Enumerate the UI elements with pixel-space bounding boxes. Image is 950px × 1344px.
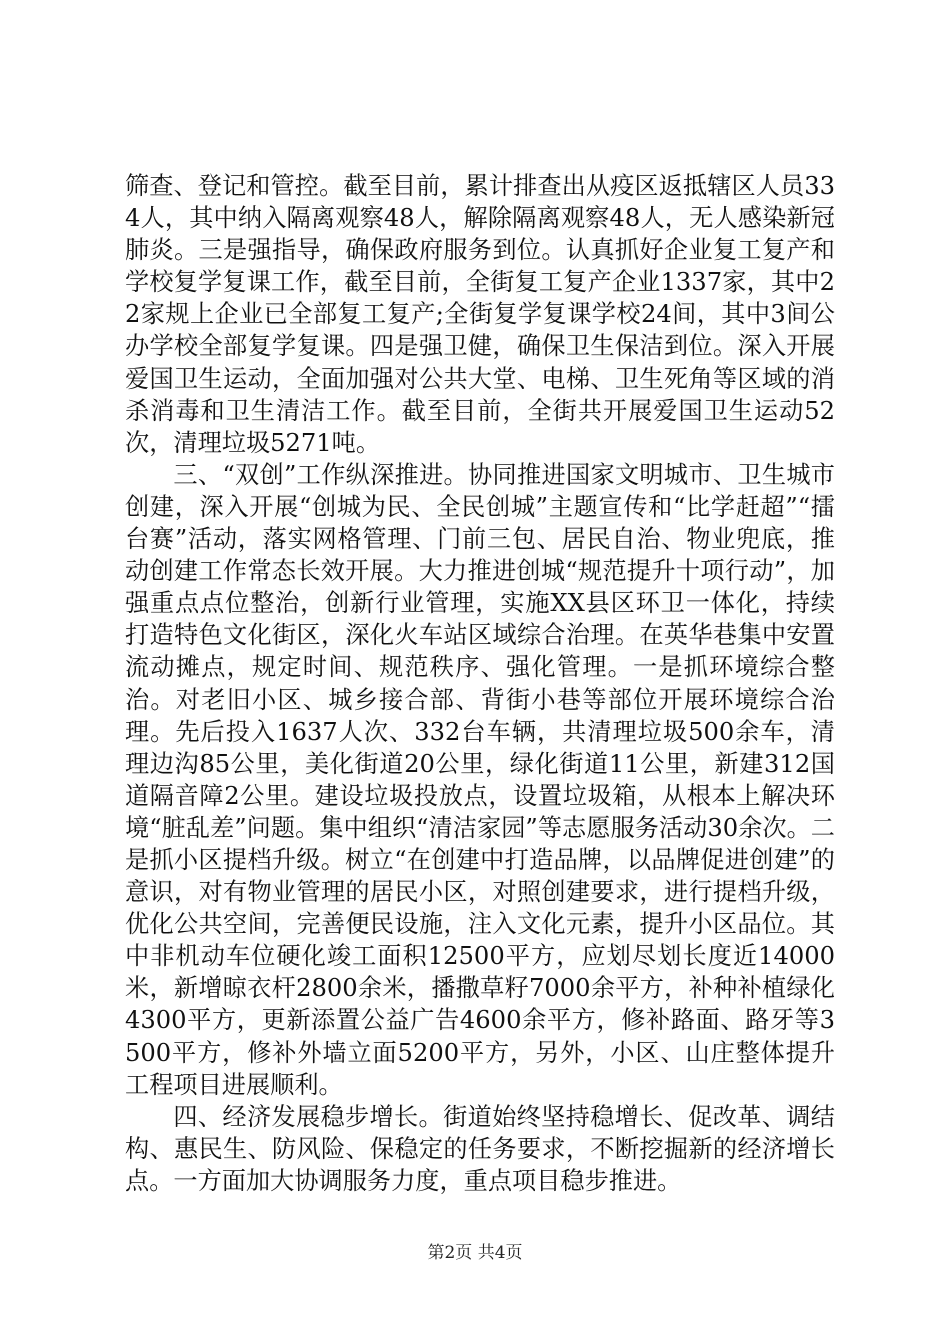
paragraph-2: 三、“双创”工作纵深推进。协同推进国家文明城市、卫生城市创建，深入开展“创城为民、全民创城”主题宣传和“比学赶超”“擂台赛”活动，落实网格管理、门前三包、居民自治、物业兜底，推动创建工作常态长效开展。大力推进创城“规范提升十项行动”，加强重点点位整治，创新行业管理，实施XX县区环卫一体化，持续打造特色文化街区，深化火车站区域综合治理。在英华巷集中安置流动摊点，规定时间、规范秩序、强化管理。一是抓环境综合整治。对老旧小区、城乡接合部、背街小巷等部位开展环境综合治理。先后投入1637人次、332台车辆，共清理垃圾500余车，清理边沟85公里，美化街道20公里，绿化街道11公里，新建312国道隔音障2公里。建设垃圾投放点，设置垃圾箱，从根本上解决环境“脏乱差”问题。集中组织“清洁家园”等志愿服务活动30余次。二是抓小区提档升级。树立“在创建中打造品牌，以品牌促进创建”的意识，对有物业管理的居民小区，对照创建要求，进行提档升级，优化公共空间，完善便民设施，注入文化元素，提升小区品位。其中非机动车位硬化竣工面积12500平方，应划尽划长度近14000米，新增晾衣杆2800余米，播撒草籽7000余平方，补种补植绿化4300平方，更新添置公益广告4600余平方，修补路面、路牙等3500平方，修补外墙立面5200平方，另外，小区、山庄整体提升工程项目进展顺利。 <box>125 460 835 1099</box>
page-number-label: 第2页 共4页 <box>427 1243 523 1263</box>
page-footer <box>0 1242 950 1264</box>
paragraph-3: 四、经济发展稳步增长。街道始终坚持稳增长、促改革、调结构、惠民生、防风险、保稳定的任务要求，不断挖掘新的经济增长点。一方面加大协调服务力度，重点项目稳步推进。 <box>125 1102 835 1195</box>
paragraph-1: 筛查、登记和管控。截至目前，累计排查出从疫区返抵辖区人员334人，其中纳入隔离观察48人，解除隔离观察48人，无人感染新冠肺炎。三是强指导，确保政府服务到位。认真抓好企业复工复产和学校复学复课工作，截至目前，全街复工复产企业1337家，其中22家规上企业已全部复工复产;全街复学复课学校24间，其中3间公办学校全部复学复课。四是强卫健，确保卫生保洁到位。深入开展爱国卫生运动，全面加强对公共大堂、电梯、卫生死角等区域的消杀消毒和卫生清洁工作。截至目前，全街共开展爱国卫生运动52次，清理垃圾5271吨。 <box>125 172 835 457</box>
document-body <box>125 170 835 1197</box>
